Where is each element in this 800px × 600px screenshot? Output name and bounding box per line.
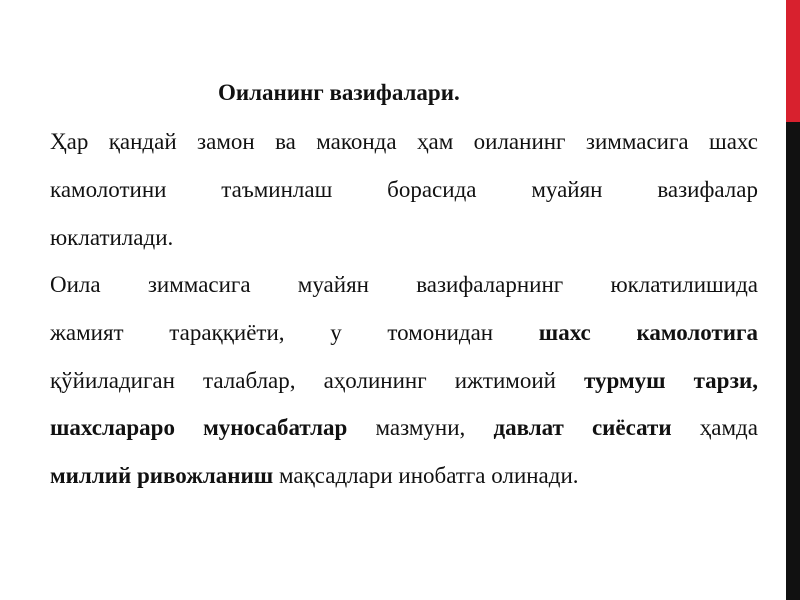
bold-phrase: миллий ривожланиш [50,463,274,488]
word: жамият [50,320,124,345]
bold-word: тарзи, [693,368,758,393]
bold-word: сиёсати [591,415,672,440]
word: вазифалар [657,177,758,202]
word: шахс [709,129,758,154]
bold-word: муносабатлар [203,415,348,440]
slide-title: Оиланинг вазифалари. [218,80,460,105]
paragraph-line-7 [50,414,758,442]
paragraph-line-2 [50,176,758,204]
word: борасида [387,177,477,202]
sidebar-accent-black [786,122,800,600]
word: оиланинг [473,129,566,154]
word: муайян [297,272,369,297]
word: таъминлаш [221,177,333,202]
word: юклатилишида [610,272,758,297]
word: Оила [50,272,101,297]
word: зиммасига [147,272,251,297]
word: муайян [531,177,603,202]
sidebar-accent-red [786,0,800,122]
bold-word: шахс [538,320,591,345]
bold-word: камолотига [636,320,758,345]
word: у [330,320,342,345]
phrase: мақсадлари инобатга олинади. [278,463,579,488]
paragraph-line-8 [50,462,758,490]
word: тараққиёти, [169,320,285,345]
word: аҳолининг [323,368,427,393]
word: қандай [108,129,177,154]
bold-word: турмуш [584,368,666,393]
word: ҳам [416,129,454,154]
paragraph-line-4 [50,271,758,299]
word: қўйиладиган [50,368,175,393]
word: талаблар, [203,368,296,393]
word: камолотини [50,177,167,202]
bold-word: давлат [493,415,564,440]
word: мазмуни, [375,415,466,440]
word: ва [275,129,296,154]
word: ижтимоий [454,368,556,393]
paragraph-line-5 [50,319,758,347]
word: ҳамда [699,415,758,440]
paragraph-line-1 [50,128,758,156]
paragraph-line-3: юклатилади. [50,225,174,250]
paragraph-line-6 [50,367,758,395]
word: Ҳар [50,129,89,154]
word: вазифаларнинг [416,272,564,297]
word: зиммасига [585,129,689,154]
word: замон [197,129,255,154]
word: маконда [316,129,397,154]
bold-word: шахслараро [50,415,175,440]
word: томонидан [387,320,494,345]
